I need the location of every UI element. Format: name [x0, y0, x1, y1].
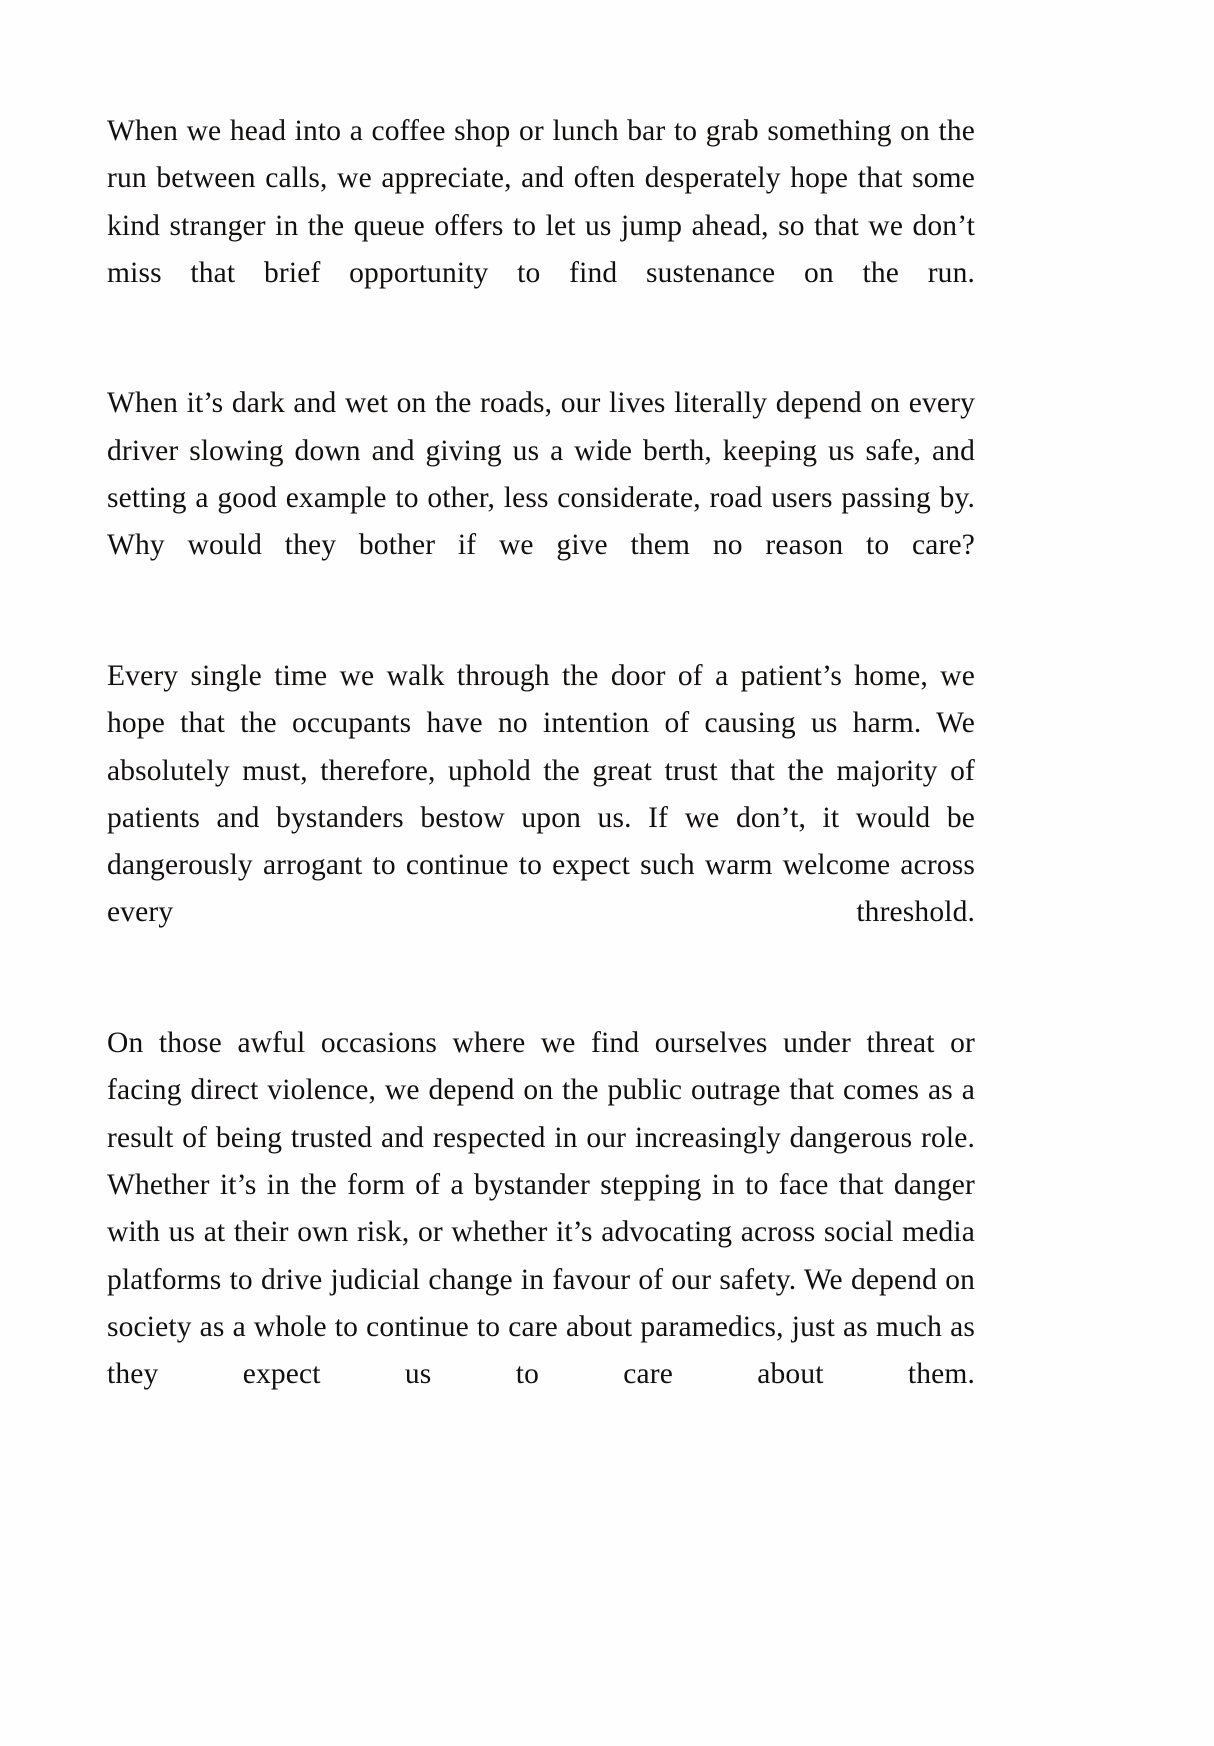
paragraph-4: On those awful occasions where we find ourselves under threat or facing direct violence, we depend on the public outrage that comes as a result of being trusted and respected in our increasingly dangerous role. Whether it’s in the form of a bystander stepping in to face that danger with us at their own risk, or whether it’s advocating across social media platforms to drive judicial change in favour of our safety. We depend on society as a whole to continue to care about paramedics, just as much as they expect us to care about them.	[107, 1027, 975, 1391]
paragraph-1: When we head into a coffee shop or lunch bar to grab something on the run between calls, we appreciate, and often desperately hope that some kind stranger in the queue offers to let us jump ahead, so that we don’t miss that brief opportunity to find sustenance on the run.	[107, 115, 975, 289]
paragraph-3: Every single time we walk through the door of a patient’s home, we hope that the occupants have no intention of causing us harm. We absolutely must, therefore, uphold the great trust that the majority of patients and bystanders bestow upon us. If we don’t, it would be dangerously arrogant to continue to expect such warm welcome across every threshold.	[107, 659, 975, 929]
body-text-column	[107, 108, 975, 1446]
paragraph-2: When it’s dark and wet on the roads, our lives literally depend on every driver slowing down and giving us a wide berth, keeping us safe, and setting a good example to other, less considerate, road users passing by. Why would they bother if we give them no reason to care?	[107, 387, 975, 562]
